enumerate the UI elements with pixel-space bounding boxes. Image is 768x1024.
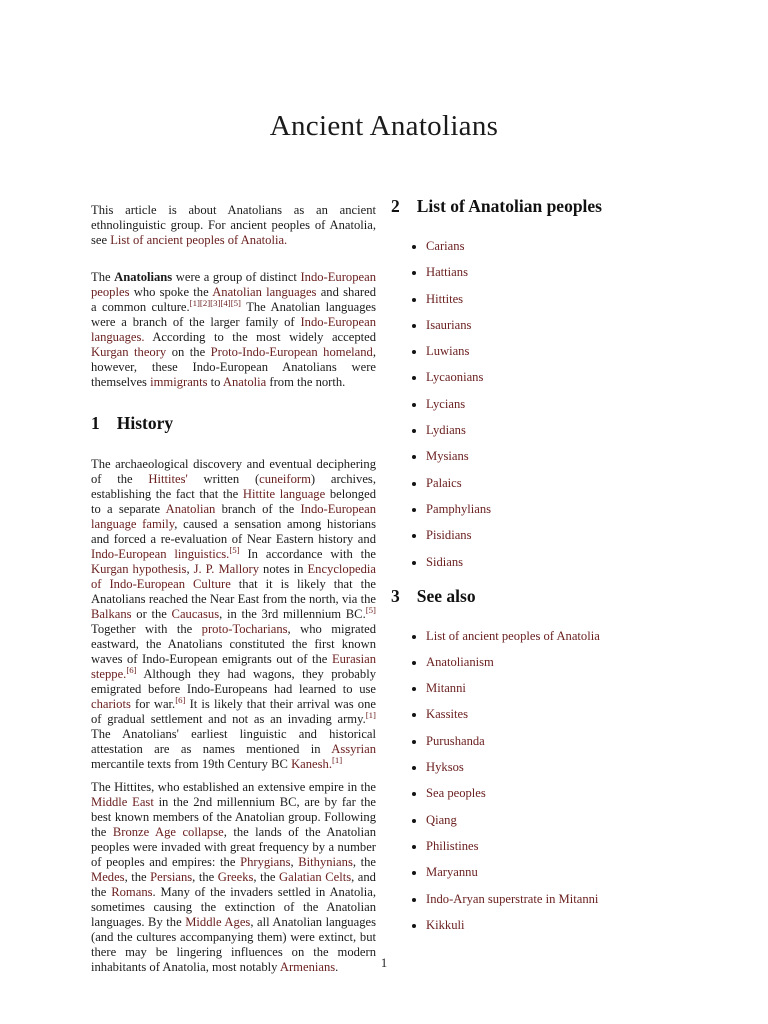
text-run: The Hittites, who established an extensive empire in the [91,780,376,794]
section-number: 2 [391,196,400,216]
wiki-link[interactable]: Anatolian languages [212,285,317,299]
wiki-link[interactable]: Mysians [426,449,469,464]
text-run: that it is likely that the Anatolians reached the Near East from the north, via the [91,577,376,606]
section-number: 1 [91,413,100,433]
wiki-link[interactable]: Indo-European languages. [91,315,376,344]
wiki-link[interactable]: Proto-Indo-European homeland [210,345,373,359]
text-run: for war. [130,697,176,711]
wiki-link[interactable]: Middle East [91,795,154,809]
text-run: , the [124,870,151,884]
text-run: , all Anatolian languages (and the cultures accompanying them) were extinct, but there may be lingering influences on the modern inhabitants of Anatolia, most notably [91,915,376,974]
wiki-link[interactable]: proto-Tocharians [201,622,288,636]
wiki-link[interactable]: Palaics [426,475,462,490]
wiki-link[interactable]: Anatolian [165,502,216,516]
wiki-link[interactable]: Eurasian steppe. [91,652,376,681]
section-title: List of Anatolian peoples [416,196,602,216]
wiki-link[interactable]: Anatolianism [426,654,494,669]
text-run: , in the 3rd millennium BC. [219,607,366,621]
text-run: , and the [91,870,376,899]
list-item [426,318,678,333]
text-run: in the 2nd millennium BC, are by far the best known members of the Anatolian group. Following the [91,795,376,839]
wiki-link[interactable]: Indo-European language family [91,502,376,531]
hatnote [91,203,376,248]
text-run: This article is about Anatolians as an ancient ethnolinguistic group. For ancient peoples of Anatolia, see [91,203,376,247]
wiki-link[interactable]: cuneiform [259,472,311,486]
wiki-link[interactable]: Anatolia [222,375,267,389]
text-run: branch of the [215,502,301,516]
list-item [426,265,678,280]
list-item [426,423,678,438]
text-run: According to the most widely accepted [144,330,376,344]
list-item [426,476,678,491]
wiki-link[interactable]: Carians [426,239,465,253]
list-item [426,734,678,749]
article-title: Ancient Anatolians [269,110,499,142]
wiki-link[interactable]: Hattians [426,265,468,280]
text-run: or the [131,607,172,621]
wiki-link[interactable]: Indo-Aryan superstrate in Mitanni [426,891,599,906]
wiki-link[interactable]: immigrants [150,375,208,389]
wiki-link[interactable]: chariots [91,697,131,711]
list-item [426,555,678,570]
wiki-link[interactable]: Romans [111,885,153,899]
list-item [426,292,678,307]
wiki-link[interactable]: Lycians [426,396,466,411]
wiki-link[interactable]: Middle Ages [185,915,251,929]
text-run: . Many of the invaders settled in Anatolia, sometimes causing the extinction of the Anatolian languages. By the [91,885,376,929]
text-run: ) archives, establishing the fact that the [91,472,376,501]
reference-link[interactable]: [6] [126,664,137,675]
text-run: The archaeological discovery and eventual deciphering of the [91,457,376,486]
wiki-link[interactable]: Kikkuli [426,917,465,932]
wiki-link[interactable]: Hyksos [426,760,464,775]
wiki-link[interactable]: Balkans [91,607,132,621]
wiki-link[interactable]: Caucasus [171,607,220,621]
list-item [426,707,678,722]
section-number: 3 [391,585,400,606]
text-run: on the [166,345,211,359]
text-run: , caused a sensation among historians and forced a re-evaluation of Near Eastern history and [91,517,376,546]
reference-link[interactable]: [5] [365,604,376,615]
wiki-link[interactable]: Sea peoples [426,786,486,801]
wiki-link[interactable]: Indo-European linguistics. [91,547,230,561]
list-item [426,528,678,543]
list-item [426,760,678,775]
section-heading-history [91,413,376,434]
wiki-link[interactable]: Kanesh. [291,757,332,771]
left-column [91,203,376,975]
list-item [426,786,678,801]
wiki-link[interactable]: Kurgan theory [91,345,167,359]
wiki-link[interactable]: Pamphylians [426,501,492,516]
text-run: from the north. [266,375,346,389]
anatolian-peoples-list [391,239,678,570]
wiki-link[interactable]: Bithynians [298,855,353,869]
wiki-link[interactable]: Persians [150,870,193,884]
text-run: , the [192,870,218,884]
text-run: , [186,562,194,576]
text-run: The [91,270,115,284]
text-run: The Anatolians' earliest linguistic and historical attestation are as names mentioned in [91,727,376,756]
wiki-link[interactable]: Assyrian [331,742,376,756]
page-number: 1 [380,956,388,970]
reference-link[interactable]: [6] [175,694,186,705]
wiki-link[interactable]: Galatian Celts [279,870,352,884]
text-run: who spoke the [129,285,213,299]
wiki-link[interactable]: Philistines [426,838,479,853]
text-run: , the [352,855,377,869]
text-run: belonged to a separate [91,487,376,516]
section-title: History [116,413,174,433]
wiki-link[interactable]: Mitanni [426,681,466,696]
wiki-link[interactable]: Encyclopedia of Indo-European Culture [91,562,377,591]
list-item [426,681,678,696]
reference-link[interactable]: [1] [365,709,376,720]
list-item [426,370,678,385]
list-item [426,655,678,670]
list-item [426,239,678,254]
list-item [426,344,678,359]
text-run: to [207,375,223,389]
history-paragraph-1 [91,457,376,772]
wiki-link[interactable]: Pisidians [426,528,472,543]
wiki-link[interactable]: Bronze Age collapse [112,825,224,839]
text-run: Together with the [91,622,202,636]
text-run: notes in [259,562,308,576]
wiki-link[interactable]: Kassites [426,707,468,722]
text-run: , who migrated eastward, the Anatolians constituted the first known waves of Indo-European emigrants out of the [91,622,376,666]
reference-link[interactable]: [1][2][3][4][5] [189,297,241,308]
wiki-link[interactable]: Hittites [426,291,464,306]
wiki-link[interactable]: List of ancient peoples of Anatolia. [110,233,288,247]
see-also-list [391,629,678,933]
text-run: Although they had wagons, they probably emigrated before Indo-Europeans had learned to use [91,667,376,696]
wiki-link[interactable]: Lycaonians [426,370,484,385]
text-run: mercantile texts from 19th Century BC [91,757,292,771]
text-run: written ( [187,472,260,486]
wiki-link[interactable]: Lydians [426,423,466,438]
text-run: and shared a common culture. [91,285,376,314]
wiki-link[interactable]: Maryannu [426,865,478,880]
wiki-link[interactable]: Hittites' [148,472,188,486]
text-run: , however, these Indo-European Anatolians were themselves [91,345,376,389]
reference-link[interactable]: [1] [331,754,343,765]
wiki-link[interactable]: List of ancient peoples of Anatolia [426,628,600,643]
wiki-link[interactable]: Luwians [426,344,470,359]
list-item [426,449,678,464]
list-item [426,892,678,907]
wiki-link[interactable]: Qiang [426,812,457,827]
list-item [426,397,678,412]
text-run: were a group of distinct [172,270,301,284]
section-heading-see-also [391,586,678,607]
text-run: , the lands of the Anatolian peoples were invaded with great frequency by a number of peoples and empires: the [91,825,377,869]
wiki-link[interactable]: Indo-European peoples [91,270,376,299]
list-item [426,918,678,933]
text-run: , the [253,870,280,884]
wiki-link[interactable]: Sidians [426,554,464,569]
wiki-link[interactable]: Isaurians [426,317,472,332]
bold-text: Anatolians [114,270,173,284]
reference-link[interactable]: [5] [229,544,240,555]
list-item [426,839,678,854]
wiki-link[interactable]: Hittite language [242,487,326,501]
right-column [391,196,678,944]
section-title: See also [416,585,476,606]
wiki-link[interactable]: Medes [91,870,125,884]
wiki-link[interactable]: J. P. Mallory [193,562,260,576]
list-item [426,502,678,517]
text-run: . [335,960,339,974]
wiki-link[interactable]: Greeks [217,870,254,884]
history-paragraph-2 [91,780,376,975]
wiki-link[interactable]: Kurgan hypothesis [91,562,187,576]
list-item [426,629,678,644]
list-item [426,813,678,828]
list-item [426,865,678,880]
text-run: The Anatolian languages were a branch of the larger family of [91,300,376,329]
text-run: , [290,855,299,869]
section-heading-peoples [391,196,678,217]
lead-paragraph [91,270,376,390]
text-run: In accordance with the [239,547,377,561]
wiki-link[interactable]: Purushanda [426,733,485,748]
text-run: It is likely that their arrival was one of gradual settlement and not as an invading army. [91,697,376,726]
wiki-link[interactable]: Phrygians [240,855,291,869]
wiki-link[interactable]: Armenians [279,960,336,974]
